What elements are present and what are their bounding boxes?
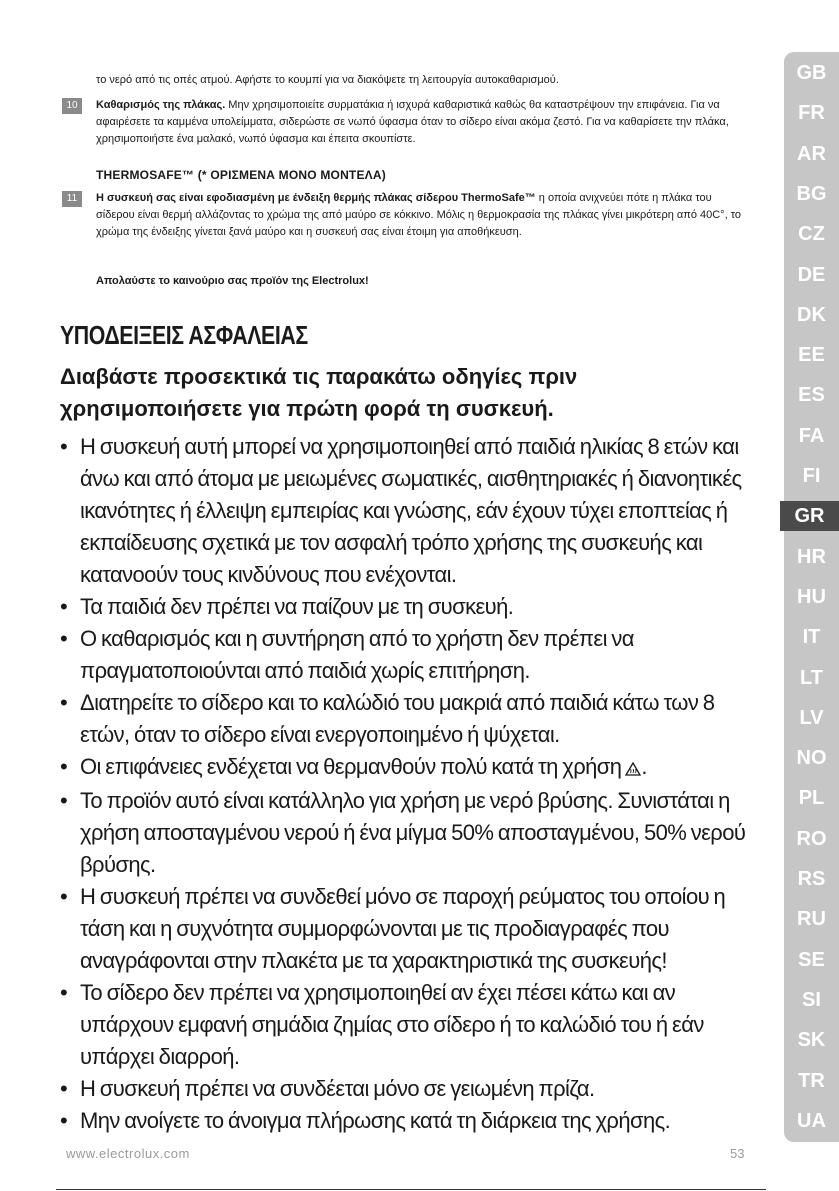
language-tab-hr[interactable]: HR xyxy=(797,546,826,568)
safety-intro: Διαβάστε προσεκτικά τις παρακάτω οδηγίες πριν χρησιμοποιήσετε για πρώτη φορά τη συσκευή. xyxy=(60,364,578,421)
bullet-period: . xyxy=(641,754,647,779)
safety-bullet: • Ο καθαρισμός και η συντήρηση από το χρήστη δεν πρέπει να πραγματοποιούνται από παιδιά χωρίς επιτήρηση. xyxy=(60,623,760,687)
language-tab-es[interactable]: ES xyxy=(798,384,825,406)
language-tab-fr[interactable]: FR xyxy=(798,102,825,124)
safety-bullet-list xyxy=(60,431,760,1137)
language-tab-dk[interactable]: DK xyxy=(797,304,826,326)
step-body xyxy=(96,190,752,241)
safety-bullet-hot-surface xyxy=(60,751,760,785)
enjoy-message: Απολαύστε το καινούριο σας προϊόν της Electrolux! xyxy=(96,275,369,287)
language-tab-no[interactable]: NO xyxy=(796,747,827,769)
language-tab-fi[interactable]: FI xyxy=(802,465,821,487)
language-tab-gb[interactable]: GB xyxy=(796,62,827,84)
language-tab-ro[interactable]: RO xyxy=(796,828,827,850)
step-10 xyxy=(62,97,752,148)
safety-bullet: • Τα παιδιά δεν πρέπει να παίζουν με τη συσκευή. xyxy=(60,591,760,623)
step-text: η οποία ανιχνεύει πότε η πλάκα του σίδερου είναι θερμή αλλάζοντας το χρώμα της από μαύρο σε κόκκινο. Μόλις η θερμοκρασία της πλάκας γίνει μικρότερη από 40C°, το χρώμα της ένδειξης γίνεται ξανά μαύρο και η συσκευή σας είναι έτοιμη για αποθήκευση. xyxy=(96,192,742,238)
language-tab-si[interactable]: SI xyxy=(802,989,821,1011)
language-tab-fa[interactable]: FA xyxy=(798,425,825,447)
language-tab-rs[interactable]: RS xyxy=(797,868,826,890)
language-tab-lt[interactable]: LT xyxy=(800,667,823,689)
language-tab-gr[interactable]: GR xyxy=(780,501,839,531)
safety-bullet: • Μην ανοίγετε το άνοιγμα πλήρωσης κατά τη διάρκεια της χρήσης. xyxy=(60,1105,760,1137)
safety-bullet: • Η συσκευή αυτή μπορεί να χρησιμοποιηθεί από παιδιά ηλικίας 8 ετών και άνω και από άτομα με μειωμένες σωματικές, αισθητηριακές ή διανοητικές ικανότητες ή έλλειψη εμπειρίας και γνώσης, εάν έχουν τύχει εποπτείας ή εκπαίδευσης σχετικά με τον ασφαλή τρόπο χρήσης της συσκευής και κατανοούν τους κινδύνους που ενέχονται. xyxy=(60,431,760,591)
language-tab-de[interactable]: DE xyxy=(797,264,826,286)
hot-surface-warning-icon xyxy=(625,753,641,785)
step-number-badge: 10 xyxy=(62,98,82,114)
safety-bullet: • Η συσκευή πρέπει να συνδεθεί μόνο σε παροχή ρεύματος του οποίου η τάση και η συχνότητα συμμορφώνονται με τις προδιαγραφές που αναγράφονται στην πλακέτα με τα χαρακτηριστικά της συσκευής! xyxy=(60,881,760,977)
language-tab-bg[interactable]: BG xyxy=(796,183,827,205)
language-tab-sk[interactable]: SK xyxy=(797,1029,826,1051)
language-tab-it[interactable]: IT xyxy=(802,626,821,648)
language-tab-se[interactable]: SE xyxy=(798,949,825,971)
footer-website-link[interactable]: www.electrolux.com xyxy=(66,1146,190,1161)
safety-bullet: • Διατηρείτε το σίδερο και το καλώδιό του μακριά από παιδιά κάτω των 8 ετών, όταν το σίδερο είναι ενεργοποιημένο ή ψύχεται. xyxy=(60,687,760,751)
page-number: 53 xyxy=(730,1146,745,1161)
language-tab-tr[interactable]: TR xyxy=(798,1070,825,1092)
step-title: Η συσκευή σας είναι εφοδιασμένη με ένδειξη θερμής πλάκας σίδερου ThermoSafe™ xyxy=(96,192,536,204)
footer-divider xyxy=(56,1189,766,1190)
step-title: Καθαρισμός της πλάκας. xyxy=(96,99,226,111)
language-tab-pl[interactable]: PL xyxy=(798,787,825,809)
language-tab-ru[interactable]: RU xyxy=(797,908,826,930)
safety-bullet: • Η συσκευή πρέπει να συνδέεται μόνο σε γειωμένη πρίζα. xyxy=(60,1073,760,1105)
step-11 xyxy=(62,190,752,241)
safety-bullet: • Το προϊόν αυτό είναι κατάλληλο για χρήση με νερό βρύσης. Συνιστάται η χρήση αποσταγμένου νερού ή ένα μίγμα 50% αποσταγμένου, 50% νερού βρύσης. xyxy=(60,785,760,881)
language-tab-ar[interactable]: AR xyxy=(797,143,826,165)
language-tab-cz[interactable]: CZ xyxy=(798,223,825,245)
language-tab-lv[interactable]: LV xyxy=(799,707,824,729)
safety-bullet-text: Οι επιφάνειες ενδέχεται να θερμανθούν πολύ κατά τη χρήση xyxy=(80,754,622,779)
step-text: Μην χρησιμοποιείτε συρματάκια ή ισχυρά καθαριστικά καθώς θα καταστρέψουν την επιφάνεια. Για να αφαιρέσετε τα καμμένα υπολείμματα, σιδερώστε σε νωπό ύφασμα όταν το σίδερο είναι ακόμα ζεστό. Για να καθαρίσετε την πλάκα, χρησιμοποιήστε ένα μαλακό, νωπό ύφασμα και έπειτα σκουπίστε. xyxy=(96,99,729,145)
safety-bullet: • Το σίδερο δεν πρέπει να χρησιμοποιηθεί αν έχει πέσει κάτω και αν υπάρχουν εμφανή σημάδια ζημίας στο σίδερο ή το καλώδιό του ή εάν υπάρχει διαρροή. xyxy=(60,977,760,1073)
intro-continuation-text: το νερό από τις οπές ατμού. Αφήστε το κουμπί για να διακόψετε τη λειτουργία αυτοκαθαρισμού. xyxy=(96,74,559,86)
language-tab-hu[interactable]: HU xyxy=(797,586,826,608)
safety-section xyxy=(60,320,760,1137)
step-body xyxy=(96,97,752,148)
safety-title: ΥΠΟΔΕΙΞΕΙΣ ΑΣΦΑΛΕΙΑΣ xyxy=(60,320,308,350)
step-number-badge: 11 xyxy=(62,191,82,207)
language-tab-ee[interactable]: EE xyxy=(798,344,825,366)
thermosafe-heading: THERMOSAFE™ (* ΟΡΙΣΜΕΝΑ ΜΟΝΟ ΜΟΝΤΕΛΑ) xyxy=(96,168,386,182)
language-tab-ua[interactable]: UA xyxy=(797,1110,826,1132)
